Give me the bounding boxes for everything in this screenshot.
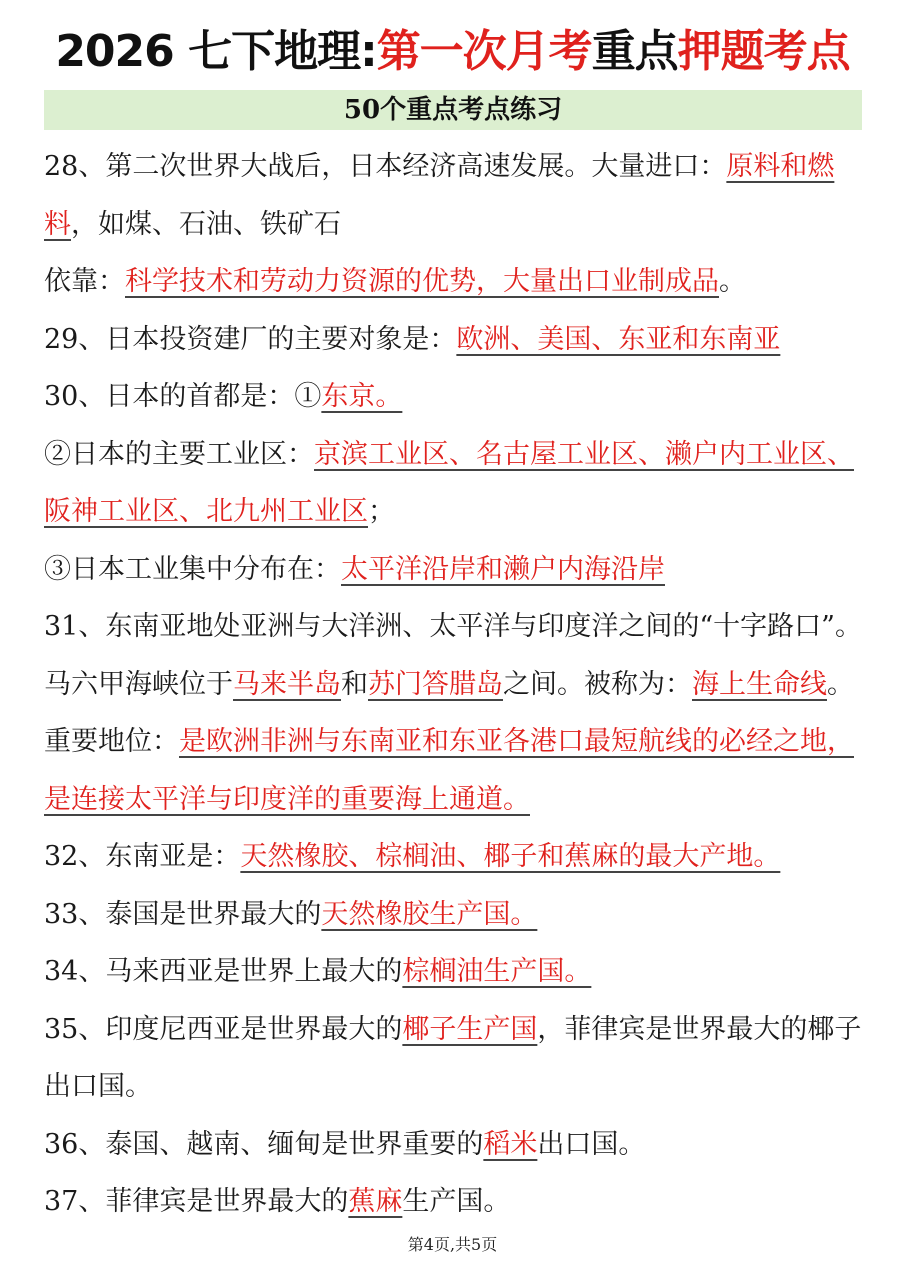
question-28-continued: 依靠：科学技术和劳动力资源的优势，大量出口业制成品。 [44,266,746,297]
question-29: 29、日本投资建厂的主要对象是：欧洲、美国、东亚和东南亚 [44,323,781,355]
question-36: 36、泰国、越南、缅甸是世界重要的稻米出口国。 [44,1128,646,1160]
question-37: 37、菲律宾是世界最大的蕉麻生产国。 [44,1186,511,1217]
question-33: 33、泰国是世界最大的天然橡胶生产国。 [44,898,538,930]
question-30-part2: ②日本的主要工业区：京滨工业区、名古屋工业区、濑户内工业区、阪神工业区、北九州工业区； [44,438,854,527]
answer: 太平洋沿岸和濑户内海沿岸 [341,553,665,585]
question-30-part3: ③日本工业集中分布在：太平洋沿岸和濑户内海沿岸 [44,553,665,585]
answer: 东京。 [321,381,403,412]
answer: 稻米 [483,1128,538,1160]
page-title: 2026 七下地理:第一次月考重点押题考点 [55,26,850,77]
question-32: 32、东南亚是：天然橡胶、棕榈油、椰子和蕉麻的最大产地。 [44,841,781,872]
page-number: 第4页,共5页 [407,1235,498,1254]
answer: 海上生命线 [692,668,827,700]
answer: 天然橡胶、棕榈油、椰子和蕉麻的最大产地。 [240,841,781,872]
answer: 欧洲、美国、东亚和东南亚 [456,323,781,355]
section-banner: 50个重点考点练习 [44,90,862,130]
answer: 天然橡胶生产国。 [321,898,538,930]
question-30: 30、日本的首都是：①东京。 [44,381,403,412]
answer: 原料和燃料 [44,151,835,240]
question-34: 34、马来西亚是世界上最大的棕榈油生产国。 [44,956,592,987]
answer: 马来半岛 [233,668,341,700]
question-31: 31、东南亚地处亚洲与大洋洲、太平洋与印度洋之间的“十字路口”。马六甲海峡位于马来半岛和苏门答腊岛之间。被称为：海上生命线。重要地位：是欧洲非洲与东南亚和东亚各港口最短航线的必经之地，是连接太平洋与印度洋的重要海上通道。 [44,611,862,815]
question-35: 35、印度尼西亚是世界最大的椰子生产国，菲律宾是世界最大的椰子出口国。 [44,1013,862,1102]
answer: 京滨工业区、名古屋工业区、濑户内工业区、阪神工业区、北九州工业区 [44,438,854,527]
answer: 椰子生产国 [402,1013,538,1045]
question-list [44,138,864,1231]
answer: 是欧洲非洲与东南亚和东亚各港口最短航线的必经之地，是连接太平洋与印度洋的重要海上通道。 [44,726,854,815]
question-28: 28、第二次世界大战后，日本经济高速发展。大量进口：原料和燃料，如煤、石油、铁矿石 [44,151,835,240]
answer: 苏门答腊岛 [368,668,503,700]
answer: 蕉麻 [348,1186,403,1217]
answer: 棕榈油生产国。 [402,956,592,987]
answer: 科学技术和劳动力资源的优势，大量出口业制成品 [125,266,719,297]
